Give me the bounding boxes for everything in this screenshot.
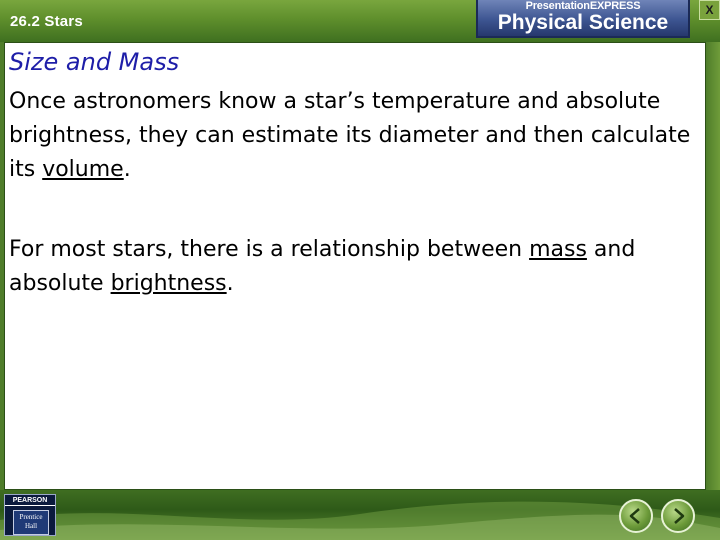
close-button[interactable]: X	[699, 0, 720, 20]
right-frame	[706, 42, 720, 490]
publisher-name: PEARSON	[5, 497, 55, 506]
presentation-express-logo	[476, 0, 690, 38]
term-volume: volume	[42, 157, 124, 182]
slide-title: Size and Mass	[9, 48, 180, 76]
chevron-left-icon	[627, 507, 645, 525]
footer-decoration	[0, 490, 720, 540]
header-bar	[0, 0, 720, 42]
paragraph-text: Once astronomers know a star’s temperature and absolute brightness, they can estimate its diameter and then calculate its	[9, 89, 691, 182]
paragraph-mass	[9, 233, 705, 301]
paragraph-text: .	[226, 271, 234, 296]
publisher-line1: Prentice	[19, 513, 43, 521]
paragraph-text: .	[123, 157, 131, 182]
term-mass: mass	[529, 237, 587, 262]
logo-title: Physical Science	[497, 11, 669, 34]
previous-slide-button[interactable]	[619, 499, 653, 533]
term-brightness: brightness	[110, 271, 227, 296]
slide-content	[4, 42, 706, 490]
publisher-line2: Hall	[24, 522, 38, 530]
paragraph-volume	[9, 85, 705, 187]
chevron-right-icon	[669, 507, 687, 525]
next-slide-button[interactable]	[661, 499, 695, 533]
pearson-logo	[4, 494, 56, 536]
paragraph-text: and absolute	[9, 237, 636, 296]
paragraph-text: For most stars, there is a relationship between	[9, 237, 530, 262]
logo-subtitle: PresentationEXPRESS	[525, 0, 641, 12]
section-title: 26.2 Stars	[10, 13, 83, 30]
prentice-hall-badge	[13, 510, 49, 535]
footer-bar	[0, 490, 720, 540]
